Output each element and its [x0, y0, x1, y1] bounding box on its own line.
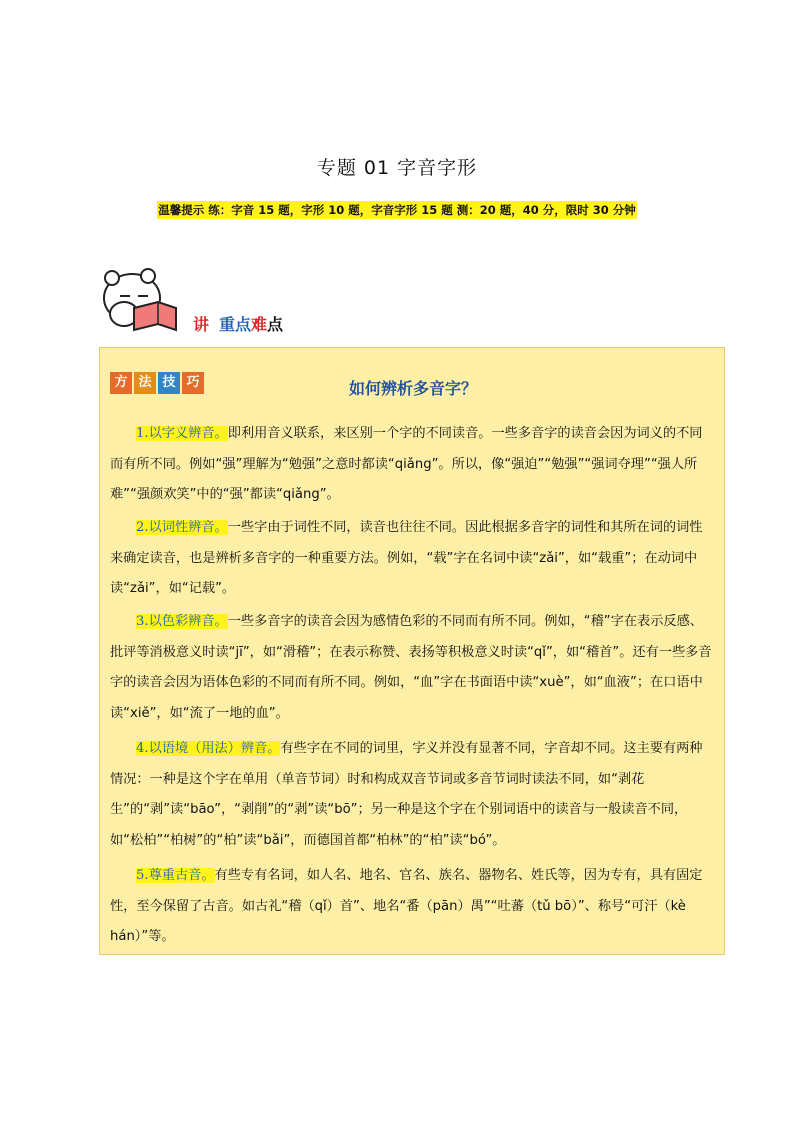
badge-char: 技 — [158, 372, 180, 394]
method-text: 即利用音义联系，来区别一个字的不同读音。一些多音字的读音会因为词义的不同而有所不同。例如“强”理解为“勉强”之意时都读“qiǎng”。所以，像“强迫”“勉强”“强词夺理”“强人所难”“强颜欢笑”中的“强”都读“qiǎng”。 — [110, 426, 703, 502]
method-label: 3.以色彩辨音。 — [136, 614, 228, 629]
page-title: 专题 01 字音字形 — [316, 157, 478, 179]
method-paragraph — [110, 513, 714, 605]
method-paragraph — [110, 607, 714, 729]
badge-char: 巧 — [182, 372, 204, 394]
method-text: 有些专有名词，如人名、地名、官名、族名、器物名、姓氏等，因为专有，具有固定性，至今保留了古音。如古礼“稽（qǐ）首”、地名“番（pān）禺”“吐蕃（tǔ bō）”、称号“可汗（kè hán）”等。 — [110, 868, 703, 944]
method-text: 一些字由于词性不同，读音也往往不同。因此根据多音字的词性和其所在词的词性来确定读音，也是辨析多音字的一种重要方法。例如，“载”字在名词中读“zǎi”，如“载重”；在动词中读“zǎi”，如“记载”。 — [110, 520, 703, 596]
method-text: 有些字在不同的词里，字义并没有显著不同，字音却不同。这主要有两种情况：一种是这个字在单用（单音节词）时和构成双音节词或多音节词时读法不同，如“剥花生”的“剥”读“bāo”，“剥削”的“剥”读“bō”；另一种是这个字在个别词语中的读音与一般读音不同，如“松柏”“柏树”的“柏”读“bǎi”，而德国首都“柏林”的“柏”读“bó”。 — [110, 741, 703, 848]
badge-char: 方 — [110, 372, 132, 394]
method-label: 5.尊重古音。 — [136, 868, 215, 883]
method-label: 2.以词性辨音。 — [136, 520, 228, 535]
box-title: 如何辨析多音字？ — [348, 379, 477, 398]
section-char-2: 重点 — [219, 315, 252, 334]
section-char-3: 难 — [251, 315, 268, 334]
section-heading — [193, 312, 283, 335]
method-paragraph — [110, 734, 714, 856]
bear-reading-icon — [98, 268, 180, 334]
badge-char: 法 — [134, 372, 156, 394]
method-label: 4.以语境（用法）辨音。 — [136, 741, 281, 756]
method-paragraph — [110, 861, 714, 953]
method-paragraph — [110, 419, 714, 511]
method-box — [99, 347, 725, 955]
tip-text: 温馨提示 练：字音 15 题，字形 10 题，字音字形 15 题 测：20 题，40 分，限时 30 分钟 — [158, 203, 636, 217]
section-char-4: 点 — [267, 315, 284, 334]
tip-banner — [0, 199, 794, 218]
section-char-1: 讲 — [193, 315, 210, 334]
method-text: 一些多音字的读音会因为感情色彩的不同而有所不同。例如，“稽”字在表示反感、批评等消极意义时读“jī”，如“滑稽”；在表示称赞、表扬等积极意义时读“qǐ”，如“稽首”。还有一些多音字的读音会因为语体色彩的不同而有所不同。例如，“血”字在书面语中读“xuè”，如“血液”；在口语中读“xiě”，如“流了一地的血”。 — [110, 614, 712, 721]
method-label: 1.以字义辨音。 — [136, 426, 228, 441]
